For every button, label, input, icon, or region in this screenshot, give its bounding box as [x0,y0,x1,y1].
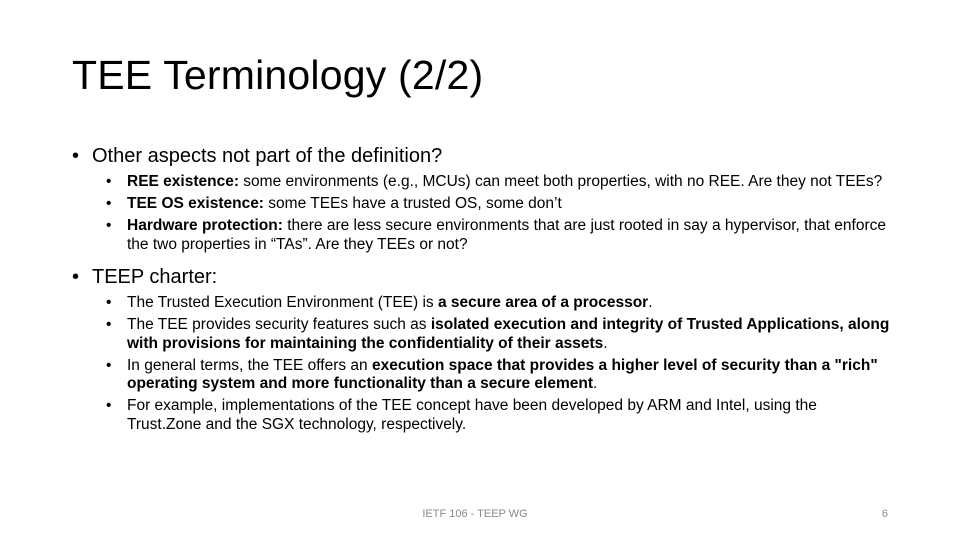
bullet-icon: • [106,173,112,190]
sub-bullet-text: some environments (e.g., MCUs) can meet both properties, with no REE. Are they not TEEs? [239,173,883,190]
sub-bullet-text-end: . [648,294,653,311]
sub-bullet-hardware-protection [106,217,892,254]
bullet-teep-charter [72,264,892,290]
sub-bullet-charter-implementations [106,397,892,434]
bullet-other-aspects [72,143,892,169]
slide-title: TEE Terminology (2/2) [72,52,484,98]
bullet-icon: • [106,316,112,333]
sub-bullet-charter-execution-space [106,357,892,394]
sub-bullet-emphasis: isolated execution and integrity of Trusted Applications, along with provisions for maintaining the confidentiality of their assets [127,316,890,352]
sub-bullet-ree-existence [106,173,892,192]
sub-bullet-term: Hardware protection: [127,217,283,234]
footer-text: IETF 106 - TEEP WG [422,508,528,520]
sub-bullet-emphasis: execution space that provides a higher level of security than a "rich" operating system and more functionality than a secure element [127,356,878,392]
bullet-icon: • [106,217,112,234]
sub-bullet-text: For example, implementations of the TEE concept have been developed by ARM and Intel, using the Trust.Zone and the SGX technology, respectively. [127,397,817,433]
bullet-heading: Other aspects not part of the definition? [92,145,443,167]
bullet-heading: TEEP charter: [92,266,218,288]
sub-bullet-text: some TEEs have a trusted OS, some don’t [263,195,562,212]
sub-bullet-text-end: . [592,375,598,392]
sub-bullet-list [106,173,892,254]
sub-bullet-text: The TEE provides security features such as [127,316,431,333]
sub-bullet-list [106,294,892,434]
sub-bullet-term: REE existence: [127,173,239,190]
sub-bullet-text: In general terms, the TEE offers an [127,356,372,374]
bullet-icon: • [106,397,112,414]
bullet-icon: • [106,356,112,374]
sub-bullet-text: The Trusted Execution Environment (TEE) is [127,294,438,311]
bullet-icon: • [106,195,112,212]
slide-body [72,143,892,444]
bullet-icon: • [72,266,80,288]
sub-bullet-text-end: . [603,334,608,352]
sub-bullet-text: there are less secure environments that are just rooted in say a hypervisor, that enforce the two properties in “TAs”. Are they TEEs or not? [127,217,886,253]
sub-bullet-charter-definition [106,294,892,313]
sub-bullet-tee-os-existence [106,195,892,214]
bullet-icon: • [106,294,112,311]
sub-bullet-term: TEE OS existence: [127,195,264,212]
slide-number: 6 [881,508,888,520]
sub-bullet-charter-features [106,316,892,353]
sub-bullet-emphasis: a secure area of a processor [437,294,649,311]
bullet-icon: • [72,145,80,167]
